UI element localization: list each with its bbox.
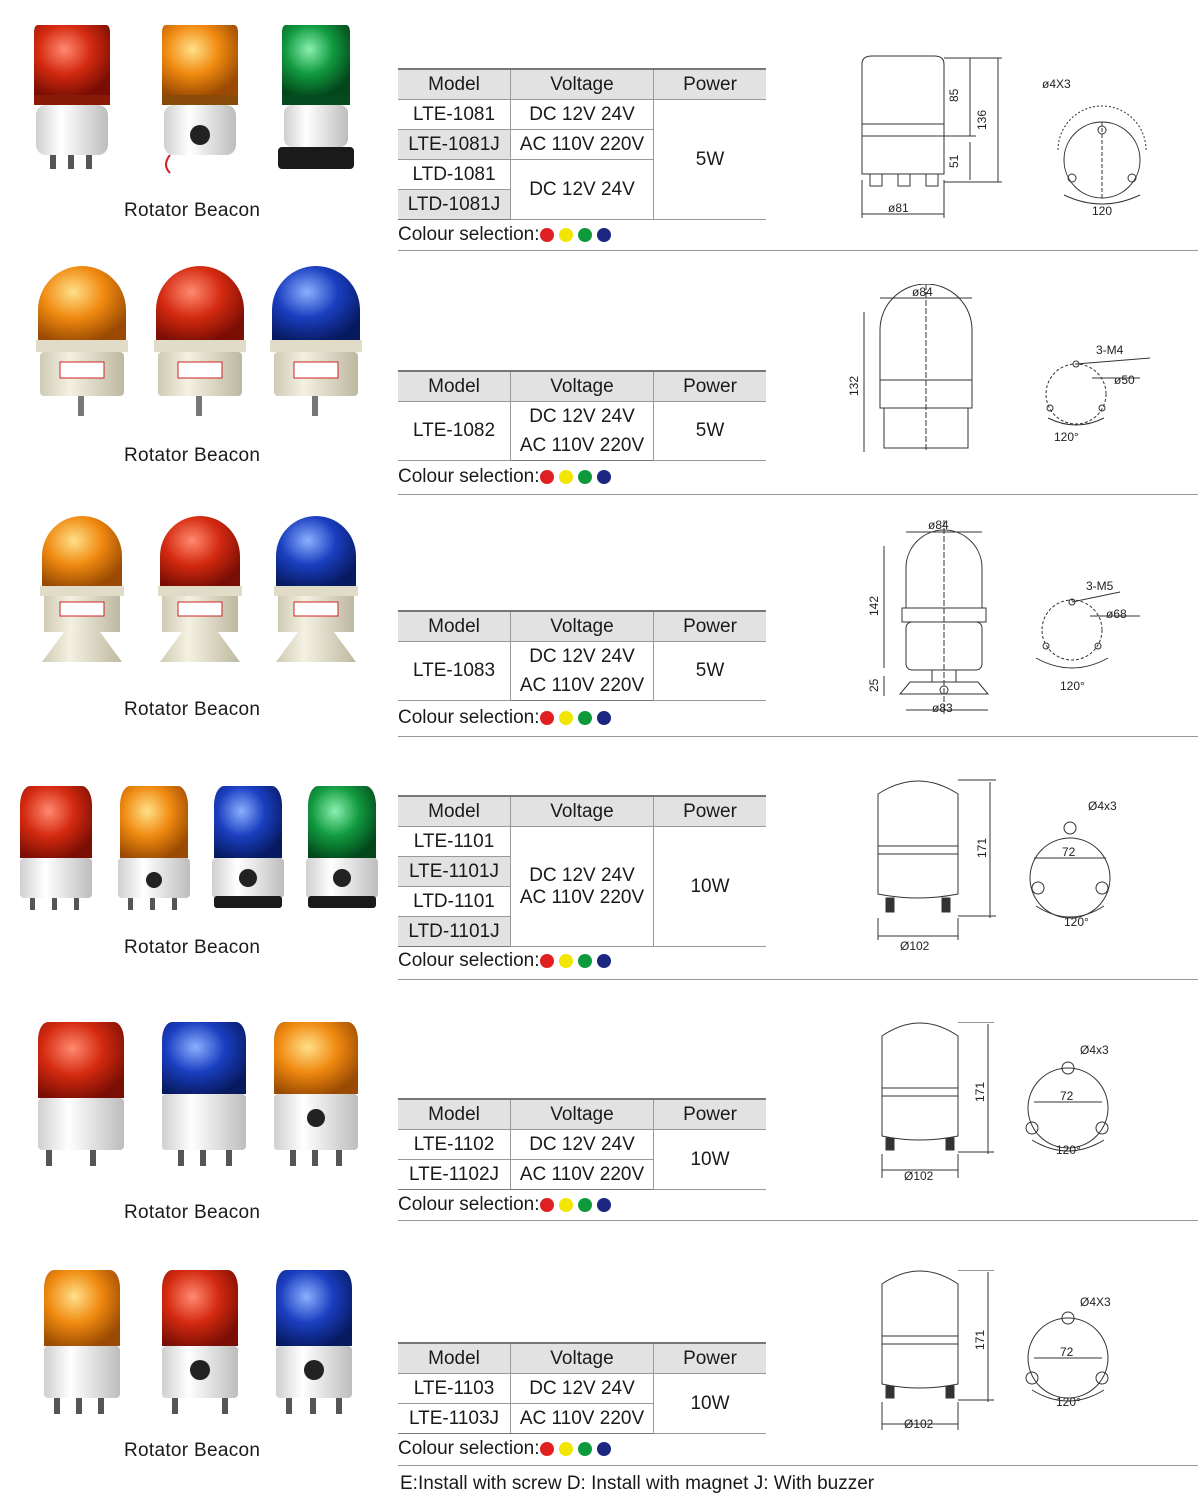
product-section-1102: [0, 982, 1200, 1222]
model-cell: LTD-1101J: [398, 917, 511, 947]
dim-pcd: 72: [1060, 1345, 1074, 1359]
dimension-drawing: [840, 778, 1180, 958]
dim-angle: 120°: [1054, 430, 1079, 444]
header-model: Model: [398, 371, 511, 402]
section-divider: [398, 736, 1198, 737]
product-section-1083: [0, 496, 1200, 738]
product-photos: [10, 260, 390, 430]
colour-selection: [398, 950, 616, 972]
beacon-photo-blue: [276, 1270, 352, 1414]
model-cell: LTE-1102J: [398, 1160, 511, 1190]
dimension-drawing: [840, 50, 1180, 230]
spec-table: [398, 370, 766, 461]
header-power: Power: [654, 796, 767, 827]
colour-dot-red: [540, 228, 554, 242]
colour-dot-blue: [597, 1198, 611, 1212]
power-cell: 5W: [654, 402, 767, 461]
dim-pcd: ø50: [1114, 373, 1135, 387]
colour-dot-green: [578, 470, 592, 484]
colour-dot-blue: [597, 228, 611, 242]
product-caption: Rotator Beacon: [124, 937, 261, 958]
dim-diameter: ø84: [912, 285, 933, 299]
voltage-cell: AC 110V 220V: [511, 671, 654, 701]
dim-angle: 120°: [1056, 1143, 1081, 1157]
beacon-photo-blue: [270, 266, 362, 416]
section-divider: [398, 1465, 1198, 1466]
dim-diameter: Ø102: [904, 1169, 934, 1183]
dim-pcd: ø68: [1106, 607, 1127, 621]
colour-dot-green: [578, 1442, 592, 1456]
dim-holes: Ø4x3: [1080, 1043, 1109, 1057]
model-cell: LTE-1081: [398, 100, 511, 130]
header-model: Model: [398, 1343, 511, 1374]
dim-height-top: 85: [947, 88, 961, 102]
power-cell: 10W: [654, 827, 767, 947]
header-voltage: Voltage: [511, 796, 654, 827]
dim-height: 171: [973, 1081, 987, 1102]
colour-dot-blue: [597, 1442, 611, 1456]
header-power: Power: [654, 1343, 767, 1374]
header-voltage: Voltage: [511, 371, 654, 402]
dim-angle: 120: [1092, 204, 1113, 218]
beacon-photo-amber: [44, 1270, 120, 1414]
voltage-cell: DC 12V 24V: [511, 402, 654, 432]
header-model: Model: [398, 796, 511, 827]
power-cell: 5W: [654, 100, 767, 220]
dim-diameter: ø84: [928, 518, 949, 532]
header-voltage: Voltage: [511, 1099, 654, 1130]
dim-angle: 120°: [1056, 1395, 1081, 1409]
colour-dot-green: [578, 1198, 592, 1212]
dim-pcd: 72: [1060, 1089, 1074, 1103]
colour-label: Colour selection:: [398, 224, 540, 245]
colour-dot-yellow: [559, 711, 573, 725]
dim-holes: 3-M5: [1086, 579, 1114, 593]
colour-dot-yellow: [559, 228, 573, 242]
colour-dot-green: [578, 954, 592, 968]
colour-label: Colour selection:: [398, 950, 540, 971]
beacon-photo-amber: [162, 25, 238, 173]
voltage-cell: DC 12V 24V: [511, 827, 654, 887]
product-caption: Rotator Beacon: [124, 699, 261, 720]
beacon-photo-blue: [162, 1022, 246, 1166]
colour-dot-red: [540, 954, 554, 968]
voltage-cell: AC 110V 220V: [511, 1160, 654, 1190]
section-divider: [398, 979, 1198, 980]
voltage-cell: DC 12V 24V: [511, 1130, 654, 1160]
colour-selection: [398, 466, 616, 488]
spec-table: [398, 1342, 766, 1434]
colour-label: Colour selection:: [398, 707, 540, 728]
legend-footer: E:Install with screw D: Install with magnet J: With buzzer: [400, 1473, 875, 1494]
beacon-photo-red: [158, 516, 242, 662]
colour-dot-green: [578, 711, 592, 725]
colour-dot-blue: [597, 954, 611, 968]
model-cell: LTD-1081J: [398, 190, 511, 220]
dim-height: 142: [867, 595, 881, 616]
header-power: Power: [654, 1099, 767, 1130]
beacon-photo-blue: [274, 516, 358, 662]
header-power: Power: [654, 611, 767, 642]
colour-dot-yellow: [559, 954, 573, 968]
beacon-photo-green: [306, 786, 378, 908]
product-section-1103: [0, 1222, 1200, 1472]
colour-selection: [398, 707, 616, 729]
header-voltage: Voltage: [511, 69, 654, 100]
colour-dot-red: [540, 470, 554, 484]
model-cell: LTE-1102: [398, 1130, 511, 1160]
voltage-cell: DC 12V 24V: [511, 100, 654, 130]
product-photos: [10, 15, 390, 185]
colour-selection: [398, 224, 616, 246]
beacon-photo-red: [20, 786, 92, 910]
model-cell: LTD-1081: [398, 160, 511, 190]
dim-height: 171: [975, 837, 989, 858]
header-voltage: Voltage: [511, 611, 654, 642]
model-cell: LTE-1103J: [398, 1404, 511, 1434]
beacon-photo-red: [162, 1270, 238, 1414]
beacon-photo-amber: [36, 266, 128, 416]
dim-height-bottom: 51: [947, 154, 961, 168]
model-cell: LTE-1103: [398, 1374, 511, 1404]
spec-table: [398, 68, 766, 220]
voltage-cell: AC 110V 220V: [511, 431, 654, 461]
colour-selection: [398, 1438, 616, 1460]
dim-base-diameter: ø83: [932, 701, 953, 715]
spec-table: [398, 610, 766, 701]
dim-height: 171: [973, 1329, 987, 1350]
product-section-1101: [0, 738, 1200, 982]
colour-dot-blue: [597, 711, 611, 725]
dim-holes: ø4X3: [1042, 77, 1071, 91]
voltage-cell: DC 12V 24V: [511, 1374, 654, 1404]
product-section-1082: [0, 252, 1200, 496]
voltage-cell: AC 110V 220V: [511, 887, 654, 947]
colour-dot-red: [540, 711, 554, 725]
colour-dot-yellow: [559, 1442, 573, 1456]
model-cell: LTD-1101: [398, 887, 511, 917]
colour-dot-yellow: [559, 470, 573, 484]
dim-holes: Ø4x3: [1088, 799, 1117, 813]
dim-base-height: 25: [867, 678, 881, 692]
product-photos: [10, 506, 390, 676]
product-caption: Rotator Beacon: [124, 1202, 261, 1223]
voltage-cell: DC 12V 24V: [511, 642, 654, 672]
model-cell: LTE-1082: [398, 402, 511, 461]
header-power: Power: [654, 69, 767, 100]
section-divider: [398, 494, 1198, 495]
dimension-drawing: [840, 1022, 1180, 1197]
colour-label: Colour selection:: [398, 1438, 540, 1459]
product-caption: Rotator Beacon: [124, 200, 261, 221]
beacon-photo-red: [38, 1022, 124, 1166]
product-section-1081: [0, 0, 1200, 252]
dim-height-total: 136: [975, 109, 989, 130]
beacon-photo-amber: [118, 786, 190, 910]
spec-table: [398, 1098, 766, 1190]
header-voltage: Voltage: [511, 1343, 654, 1374]
beacon-photo-red: [34, 25, 110, 169]
dimension-drawing: [840, 518, 1180, 718]
model-cell: LTE-1081J: [398, 130, 511, 160]
voltage-cell: AC 110V 220V: [511, 1404, 654, 1434]
colour-selection: [398, 1194, 616, 1216]
dim-diameter: Ø102: [904, 1417, 934, 1431]
beacon-photo-green: [278, 25, 354, 169]
product-photos: [10, 1266, 390, 1416]
section-divider: [398, 1220, 1198, 1221]
model-cell: LTE-1101J: [398, 857, 511, 887]
dim-height: 132: [847, 375, 861, 396]
colour-dot-red: [540, 1442, 554, 1456]
dim-holes: 3-M4: [1096, 343, 1124, 357]
model-cell: LTE-1083: [398, 642, 511, 701]
colour-dot-red: [540, 1198, 554, 1212]
header-model: Model: [398, 1099, 511, 1130]
power-cell: 10W: [654, 1374, 767, 1434]
colour-dot-blue: [597, 470, 611, 484]
colour-label: Colour selection:: [398, 466, 540, 487]
dim-holes: Ø4X3: [1080, 1295, 1111, 1309]
dim-diameter: Ø102: [900, 939, 930, 953]
product-photos: [10, 778, 390, 918]
beacon-photo-red: [154, 266, 246, 416]
dimension-drawing: [840, 284, 1180, 464]
product-caption: Rotator Beacon: [124, 445, 261, 466]
dim-diameter: ø81: [888, 201, 909, 215]
dim-angle: 120°: [1060, 679, 1085, 693]
product-photos: [10, 1018, 390, 1168]
colour-dot-green: [578, 228, 592, 242]
model-cell: LTE-1101: [398, 827, 511, 857]
spec-table: [398, 795, 766, 947]
product-caption: Rotator Beacon: [124, 1440, 261, 1461]
header-model: Model: [398, 611, 511, 642]
beacon-photo-blue: [212, 786, 284, 908]
voltage-cell: DC 12V 24V: [511, 160, 654, 220]
header-model: Model: [398, 69, 511, 100]
colour-dot-yellow: [559, 1198, 573, 1212]
header-power: Power: [654, 371, 767, 402]
beacon-photo-amber: [40, 516, 124, 662]
power-cell: 5W: [654, 642, 767, 701]
beacon-photo-amber: [274, 1022, 358, 1166]
dim-angle: 120°: [1064, 915, 1089, 929]
voltage-cell: AC 110V 220V: [511, 130, 654, 160]
section-divider: [398, 250, 1198, 251]
dimension-drawing: [840, 1270, 1180, 1445]
power-cell: 10W: [654, 1130, 767, 1190]
dim-pcd: 72: [1062, 845, 1076, 859]
colour-label: Colour selection:: [398, 1194, 540, 1215]
